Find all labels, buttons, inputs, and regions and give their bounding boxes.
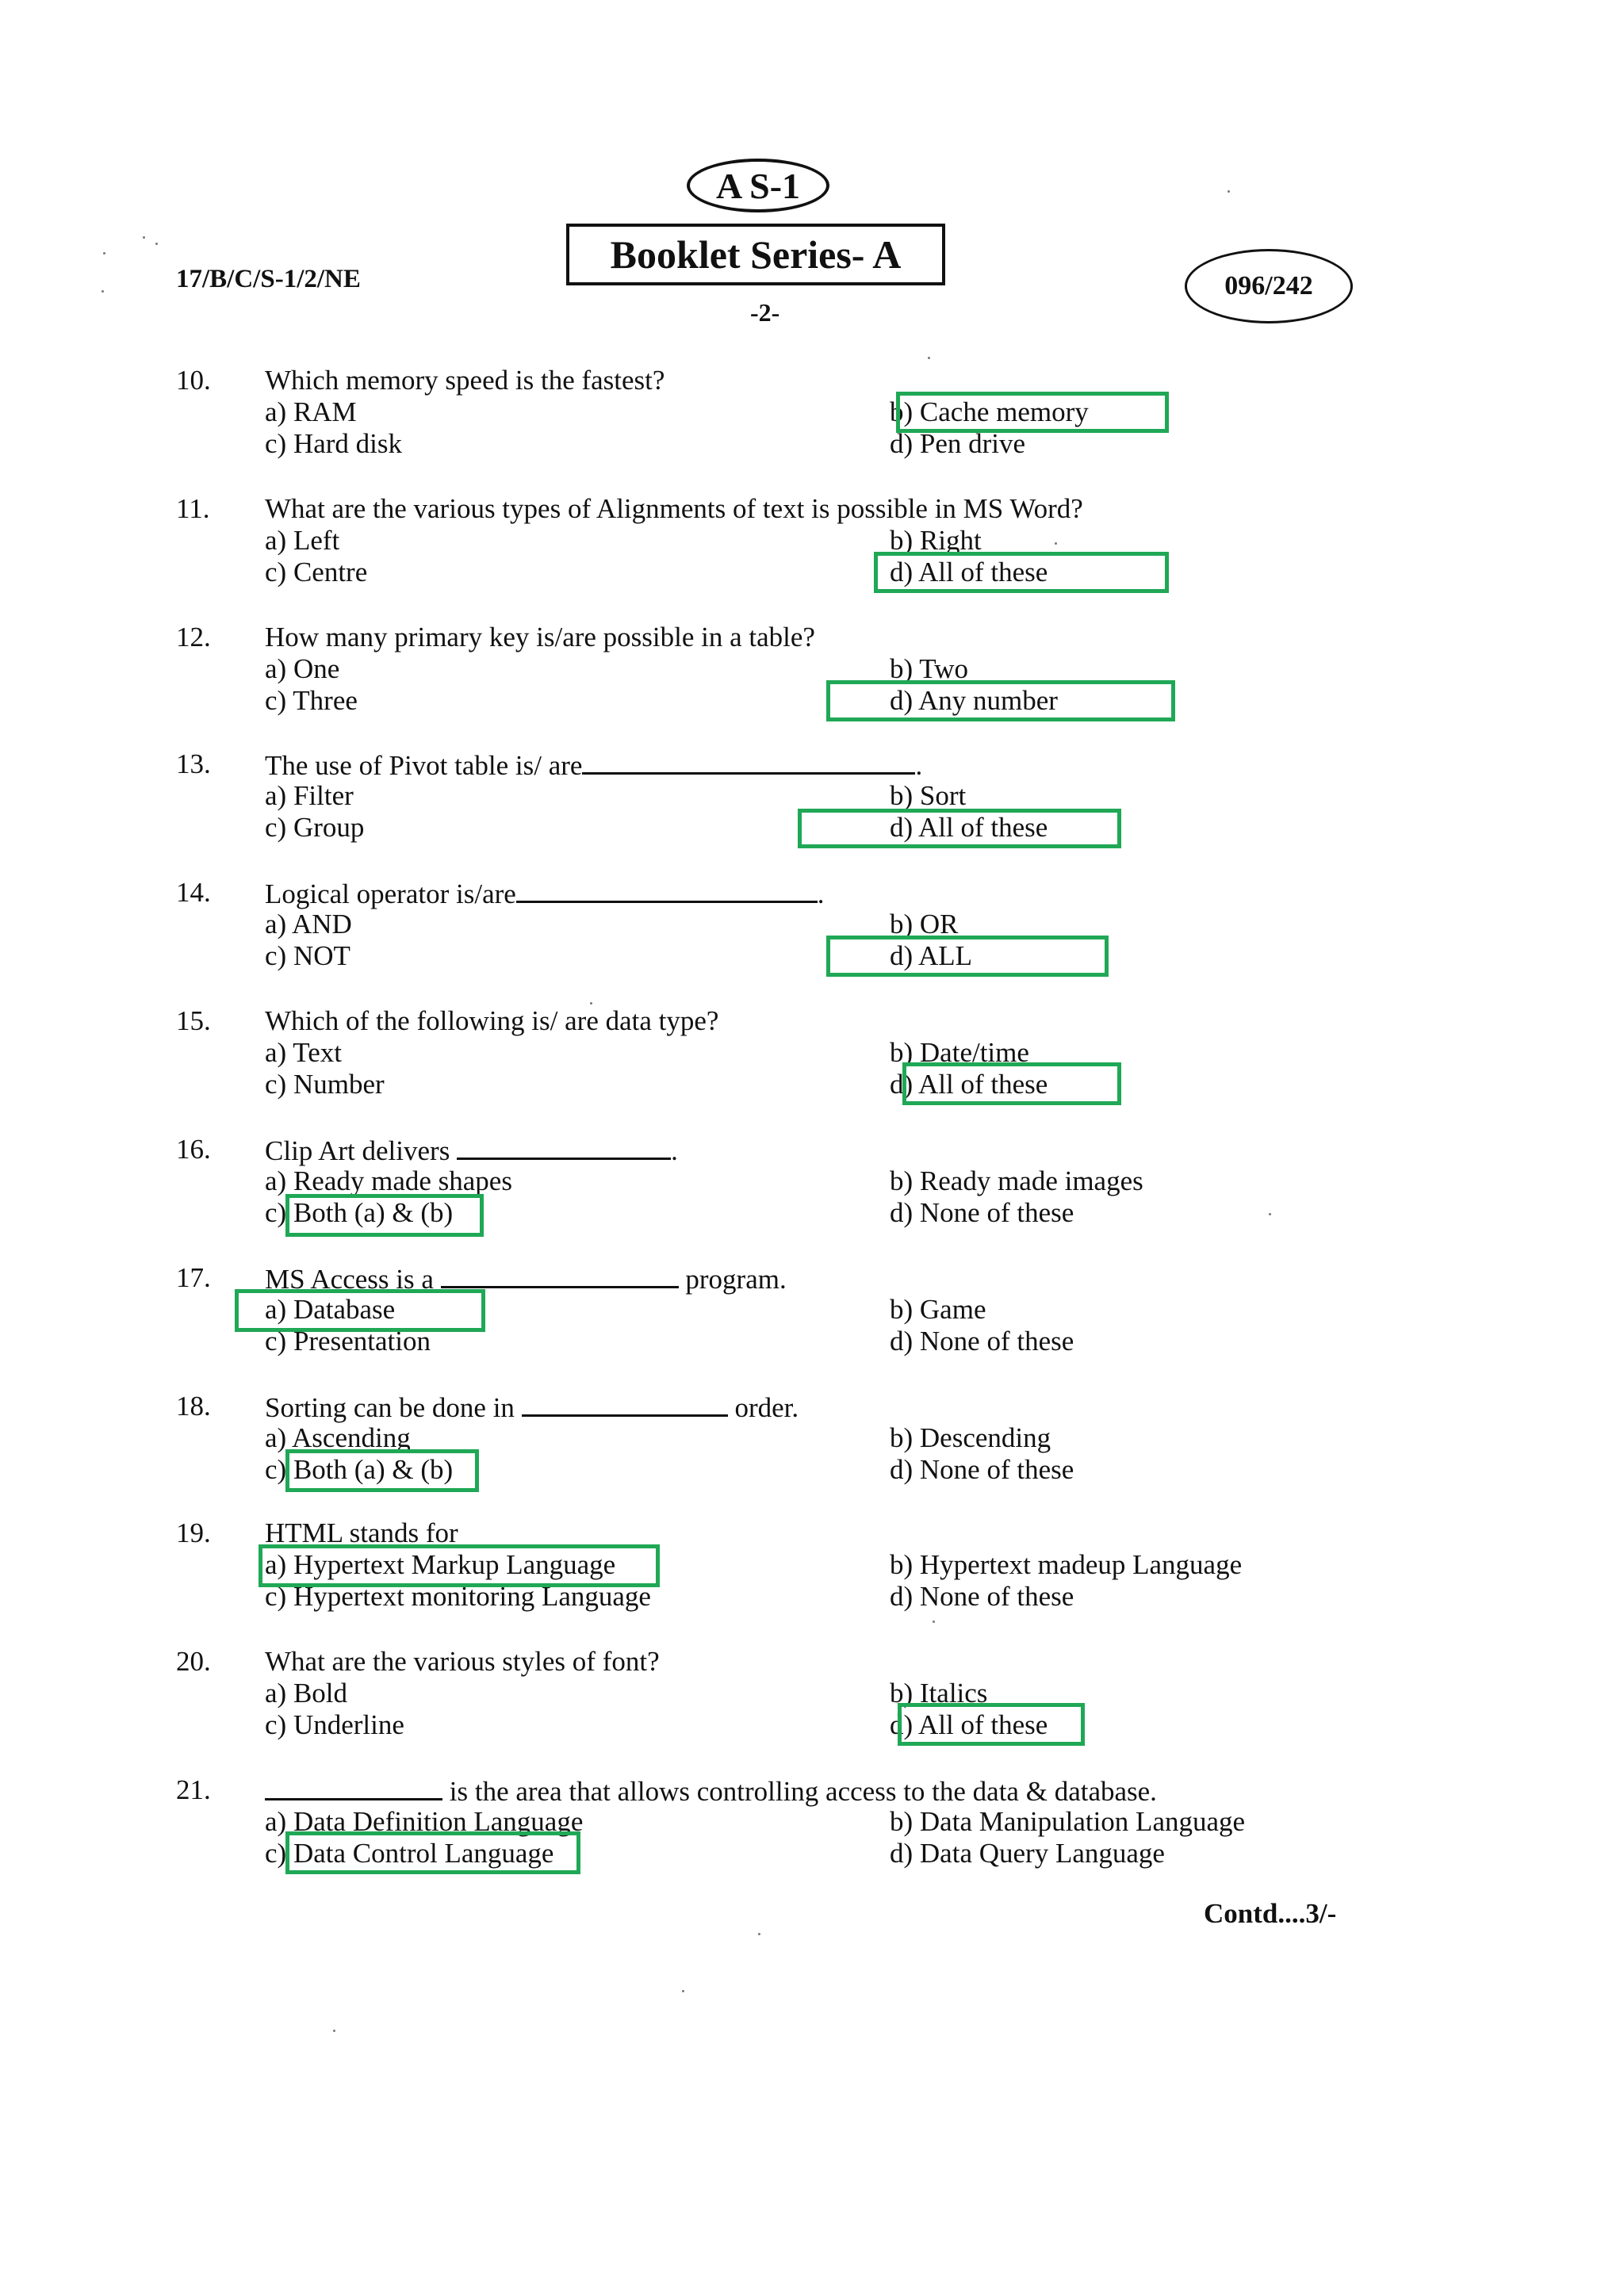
option-c[interactable]: c) Both (a) & (b) [265,1454,454,1485]
answer-mark-box [235,1289,485,1332]
question-number: 20. [176,1646,211,1677]
question-number: 10. [176,365,211,396]
scan-speck [333,2030,335,2032]
option-c[interactable]: c) Three [265,685,358,716]
option-a[interactable]: a) Database [265,1294,396,1325]
scan-speck [155,243,158,245]
question-text: What are the various styles of font? [265,1646,660,1677]
question-number: 16. [176,1134,211,1165]
option-c[interactable]: c) Hypertext monitoring Language [265,1581,651,1612]
option-d[interactable]: d) All of these [890,1709,1048,1740]
question-text: Which memory speed is the fastest? [265,365,665,396]
answer-mark-box [285,1831,580,1874]
answer-mark-box [259,1544,660,1587]
option-b[interactable]: b) Descending [890,1422,1051,1453]
set-code: A S-1 [715,165,801,206]
question-number: 17. [176,1262,211,1293]
booklet-series: Booklet Series- A [610,232,902,277]
answer-mark-box [826,936,1109,977]
option-a[interactable]: a) Bold [265,1678,348,1709]
answer-mark-box [285,1449,479,1492]
question-15 [176,1005,1492,1124]
option-b[interactable]: b) Italics [890,1678,988,1709]
option-c[interactable]: c) Number [265,1069,385,1100]
scan-speck [143,236,145,239]
booklet-series-box [566,224,945,285]
question-13 [176,748,1492,867]
option-b[interactable]: b) Data Manipulation Language [890,1806,1246,1837]
option-d[interactable]: d) None of these [890,1454,1074,1485]
answer-mark-box [285,1194,484,1237]
option-d[interactable]: d) All of these [890,812,1048,843]
option-c[interactable]: c) NOT [265,940,350,971]
question-text: What are the various types of Alignments of text is possible in MS Word? [265,493,1083,524]
option-b[interactable]: b) Game [890,1294,986,1325]
option-c[interactable]: c) Centre [265,557,368,587]
option-a[interactable]: a) Ready made shapes [265,1165,512,1196]
question-text: Clip Art delivers . [265,1135,678,1166]
option-a[interactable]: a) Text [265,1037,343,1068]
option-c[interactable]: c) Data Control Language [265,1838,554,1869]
question-text: Sorting can be done in order. [265,1392,799,1423]
question-number: 15. [176,1005,211,1036]
question-20 [176,1646,1492,1765]
question-number: 19. [176,1517,211,1548]
option-a[interactable]: a) Hypertext Markup Language [265,1549,616,1580]
option-d[interactable]: d) None of these [890,1326,1074,1357]
option-b[interactable]: b) Sort [890,780,967,811]
scan-speck [102,290,104,293]
option-d[interactable]: d) ALL [890,940,973,971]
option-c[interactable]: c) Both (a) & (b) [265,1197,454,1228]
scan-speck [590,1002,592,1004]
option-b[interactable]: b) OR [890,909,959,939]
option-a[interactable]: a) RAM [265,396,357,427]
option-a[interactable]: a) One [265,653,340,684]
scan-speck [103,252,105,254]
question-21 [176,1774,1492,1893]
option-d[interactable]: d) All of these [890,557,1048,587]
set-code-oval [687,159,829,212]
question-text: is the area that allows controlling access to the data & database. [265,1774,1157,1808]
option-d[interactable]: d) Data Query Language [890,1838,1165,1869]
answer-mark-box [896,392,1169,433]
question-text: Logical operator is/are . [265,878,825,909]
question-number: 14. [176,877,211,908]
option-d[interactable]: d) None of these [890,1581,1074,1612]
question-text: The use of Pivot table is/ are . [265,750,923,781]
question-10 [176,365,1492,484]
option-c[interactable]: c) Presentation [265,1326,431,1357]
option-d[interactable]: d) Any number [890,685,1058,716]
scan-speck [758,1933,760,1935]
scan-speck [682,1990,684,1992]
option-b[interactable]: b) Right [890,525,982,556]
scan-speck [1228,190,1230,193]
question-14 [176,877,1492,996]
question-number: 11. [176,493,210,524]
question-number: 21. [176,1774,211,1805]
answer-mark-box [902,1062,1121,1105]
scan-speck [1269,1213,1271,1215]
option-c[interactable]: c) Hard disk [265,428,403,459]
scan-speck [1055,542,1057,545]
option-a[interactable]: a) Filter [265,780,354,811]
option-a[interactable]: a) AND [265,909,352,939]
option-d[interactable]: d) Pen drive [890,428,1026,459]
exam-reference: 17/B/C/S-1/2/NE [176,265,361,293]
option-a[interactable]: a) Ascending [265,1422,411,1453]
question-number: 18. [176,1391,211,1422]
option-b[interactable]: b) Ready made images [890,1165,1143,1196]
question-text: How many primary key is/are possible in a table? [265,622,815,652]
question-18 [176,1391,1492,1510]
question-text: MS Access is a program. [265,1264,787,1295]
question-number: 13. [176,748,211,779]
paper-code-oval [1185,249,1353,323]
question-17 [176,1262,1492,1381]
option-b[interactable]: b) Two [890,653,968,684]
scan-speck [928,357,930,359]
option-b[interactable]: b) Hypertext madeup Language [890,1549,1243,1580]
option-c[interactable]: c) Underline [265,1709,404,1740]
answer-mark-box [874,552,1169,593]
answer-mark-box [798,809,1121,848]
question-number: 12. [176,622,211,652]
page-number: -2- [750,298,780,327]
answer-mark-box [826,680,1175,721]
answer-mark-box [898,1703,1085,1746]
question-text: HTML stands for [265,1517,458,1548]
question-11 [176,493,1492,612]
question-16 [176,1134,1492,1253]
option-b[interactable]: b) Date/time [890,1037,1029,1068]
option-d[interactable]: d) All of these [890,1069,1048,1100]
question-12 [176,622,1492,740]
question-19 [176,1517,1492,1636]
continued-note: Contd....3/- [1204,1898,1337,1929]
option-b[interactable]: b) Cache memory [890,396,1089,427]
option-a[interactable]: a) Left [265,525,340,556]
question-text: Which of the following is/ are data type? [265,1005,719,1036]
option-c[interactable]: c) Group [265,812,365,843]
paper-code: 096/242 [1224,271,1313,300]
option-d[interactable]: d) None of these [890,1197,1074,1228]
option-a[interactable]: a) Data Definition Language [265,1806,584,1837]
scan-speck [933,1621,935,1623]
